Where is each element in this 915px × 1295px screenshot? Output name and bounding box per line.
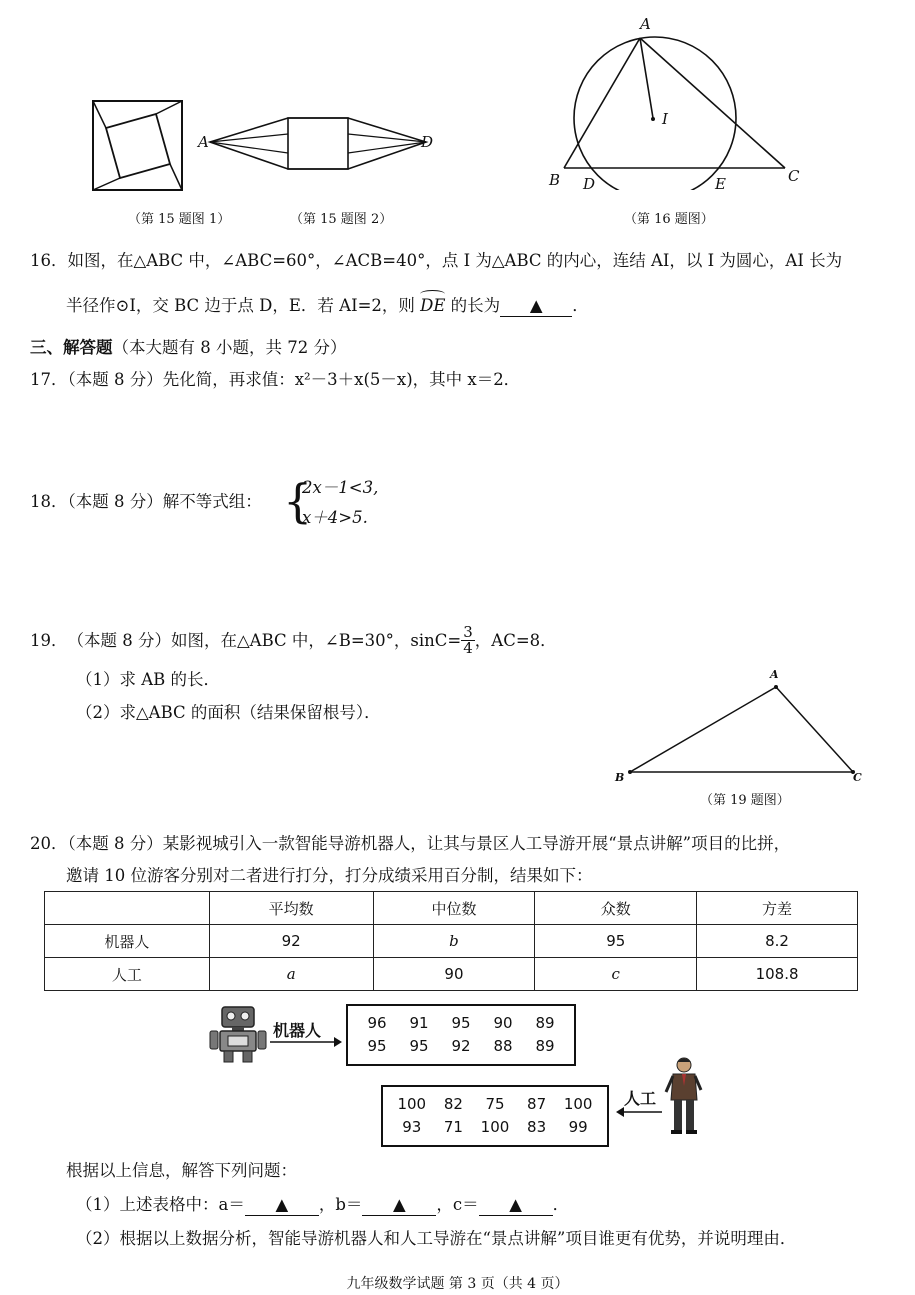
tour-guide-person-icon — [664, 1056, 704, 1136]
score: 83 — [527, 1118, 547, 1136]
q19-sub2: （2）求△ABC 的面积（结果保留根号）． — [76, 703, 381, 722]
score: 87 — [527, 1095, 547, 1113]
table-cell: 机器人 — [45, 925, 210, 958]
fig16-label-i: I — [662, 110, 668, 128]
fig19-label-c: C — [853, 771, 862, 784]
table-cell: c — [535, 958, 697, 991]
q20-blank-b[interactable]: ▲ — [362, 1195, 436, 1216]
score: 95 — [409, 1037, 429, 1055]
q16-line2: 半径作⊙I，交 BC 边于点 D，E．若 AI=2，则 DE 的长为 ▲ ． — [66, 296, 589, 317]
score-row — [356, 1012, 566, 1035]
q19-number: 19． — [30, 630, 68, 650]
score: 92 — [451, 1037, 471, 1055]
section3-note: （本大题有 8 小题，共 72 分） — [112, 338, 347, 357]
q16-answer-blank[interactable]: ▲ — [500, 296, 572, 317]
fig19-caption: （第 19 题图） — [700, 793, 790, 808]
score: 95 — [451, 1014, 471, 1032]
fig16-caption: （第 16 题图） — [624, 212, 714, 227]
q20-sub1-pre: （1）上述表格中：a＝ — [76, 1195, 245, 1214]
score: 75 — [485, 1095, 505, 1113]
human-scores-box — [381, 1085, 609, 1147]
q19-fraction: $\frac{3}{4}$ — [463, 623, 473, 657]
score: 82 — [443, 1095, 463, 1113]
fig16-label-a: A — [640, 15, 651, 33]
table-header-row — [45, 892, 858, 925]
table-header-cell — [45, 892, 210, 925]
q20-sub1-c: ，c＝ — [436, 1195, 479, 1214]
q20-sub1: （1）上述表格中：a＝ ▲ ，b＝ ▲ ，c＝ ▲ ． — [76, 1195, 570, 1214]
q18-brace: { — [283, 474, 313, 528]
fig16-label-d: D — [583, 175, 596, 193]
q16-text-line2-post: 的长为 — [445, 296, 501, 315]
q16-text-line2-pre: 半径作⊙I，交 BC 边于点 D，E．若 AI=2，则 — [66, 296, 421, 315]
q17 — [30, 370, 520, 390]
q17-number: 17． — [30, 370, 68, 389]
fig15-1-square-diagram — [90, 98, 186, 194]
table-header-cell: 众数 — [535, 892, 697, 925]
q20-line2: 邀请 10 位游客分别对二者进行打分，打分成绩采用百分制，结果如下： — [66, 866, 593, 885]
q16-line1 — [30, 251, 842, 271]
section3-heading — [30, 338, 346, 358]
q20-sub1-b: ，b＝ — [318, 1195, 363, 1214]
q16-text-line1: 如图，在△ABC 中，∠ABC=60°，∠ACB=40°，点 I 为△ABC 的内心，连结 AI，以 I 为圆心，AI 长为 — [67, 251, 843, 270]
fig19-label-a: A — [770, 668, 779, 681]
robot-icon — [208, 1005, 268, 1063]
table-row — [45, 958, 858, 991]
fig15-caption-2: （第 15 题图 2） — [290, 212, 393, 227]
table-cell: 108.8 — [697, 958, 858, 991]
score: 88 — [493, 1037, 513, 1055]
q20-line1 — [30, 834, 790, 854]
score: 100 — [397, 1095, 427, 1113]
score: 100 — [480, 1118, 510, 1136]
score: 90 — [493, 1014, 513, 1032]
score: 91 — [409, 1014, 429, 1032]
table-cell: 95 — [535, 925, 697, 958]
fig16-label-e: E — [715, 175, 726, 193]
table-cell: b — [373, 925, 535, 958]
fig16-circle-triangle-diagram — [560, 30, 810, 190]
table-cell: 人工 — [45, 958, 210, 991]
score-row — [391, 1093, 599, 1116]
score: 71 — [443, 1118, 463, 1136]
q20-blank-c[interactable]: ▲ — [479, 1195, 553, 1216]
score: 89 — [535, 1014, 555, 1032]
q19-text-post: ，AC=8． — [474, 630, 557, 650]
table-cell: 8.2 — [697, 925, 858, 958]
fig16-label-c: C — [788, 167, 800, 185]
fig19-label-b: B — [615, 771, 625, 784]
table-header-cell: 中位数 — [373, 892, 535, 925]
arrow-right-icon — [270, 1036, 342, 1048]
fig15-label-d: D — [421, 133, 434, 151]
fig16-label-b: B — [549, 171, 561, 189]
q20-number: 20． — [30, 834, 68, 853]
q18-inequality-2: x＋4>5. — [302, 508, 368, 527]
fig15-label-a: A — [198, 133, 209, 151]
q20-prompt: 根据以上信息，解答下列问题： — [66, 1161, 297, 1180]
q18-number: 18． — [30, 492, 68, 511]
q18-inequality-1: 2x－1<3, — [302, 478, 379, 497]
robot-scores-box — [346, 1004, 576, 1066]
table-header-cell: 平均数 — [209, 892, 373, 925]
table-header-cell: 方差 — [697, 892, 858, 925]
score: 93 — [402, 1118, 422, 1136]
q19-line1 — [30, 625, 557, 656]
section3-title: 三、解答题 — [30, 338, 113, 357]
q20-blank-a[interactable]: ▲ — [245, 1195, 319, 1216]
q16-number: 16． — [30, 251, 68, 270]
q20-stats-table — [44, 891, 858, 991]
table-row — [45, 925, 858, 958]
q18 — [30, 492, 262, 512]
table-cell: a — [209, 958, 373, 991]
score-row — [356, 1035, 566, 1058]
score: 89 — [535, 1037, 555, 1055]
page-footer: 九年级数学试题 第 3 页（共 4 页） — [346, 1276, 569, 1292]
score: 96 — [367, 1014, 387, 1032]
q16-arc-de: DE — [420, 296, 445, 315]
score: 95 — [367, 1037, 387, 1055]
q19-sub1: （1）求 AB 的长． — [76, 670, 221, 689]
human-label: 人工 — [624, 1089, 657, 1108]
q17-text: （本题 8 分）先化简，再求值：x²－3＋x(5－x)，其中 x＝2． — [67, 370, 521, 389]
score-row — [391, 1116, 599, 1139]
score: 100 — [563, 1095, 593, 1113]
table-cell: 92 — [209, 925, 373, 958]
q20-sub2: （2）根据以上数据分析，智能导游机器人和人工导游在“景点讲解”项目谁更有优势，并说明理由． — [76, 1229, 797, 1248]
robot-label: 机器人 — [273, 1021, 322, 1040]
fig19-triangle-diagram — [620, 680, 860, 780]
fig15-2-kite-diagram — [196, 112, 441, 176]
table-cell: 90 — [373, 958, 535, 991]
score: 99 — [568, 1118, 588, 1136]
fig15-caption-1: （第 15 题图 1） — [128, 212, 231, 227]
q19-text-pre: （本题 8 分）如图，在△ABC 中，∠B=30°，sinC= — [67, 630, 462, 650]
q18-text: （本题 8 分）解不等式组： — [67, 492, 262, 511]
q20-text-line1: （本题 8 分）某影视城引入一款智能导游机器人，让其与景区人工导游开展“景点讲解”项目的比拼， — [67, 834, 791, 853]
arrow-left-icon — [616, 1106, 662, 1118]
